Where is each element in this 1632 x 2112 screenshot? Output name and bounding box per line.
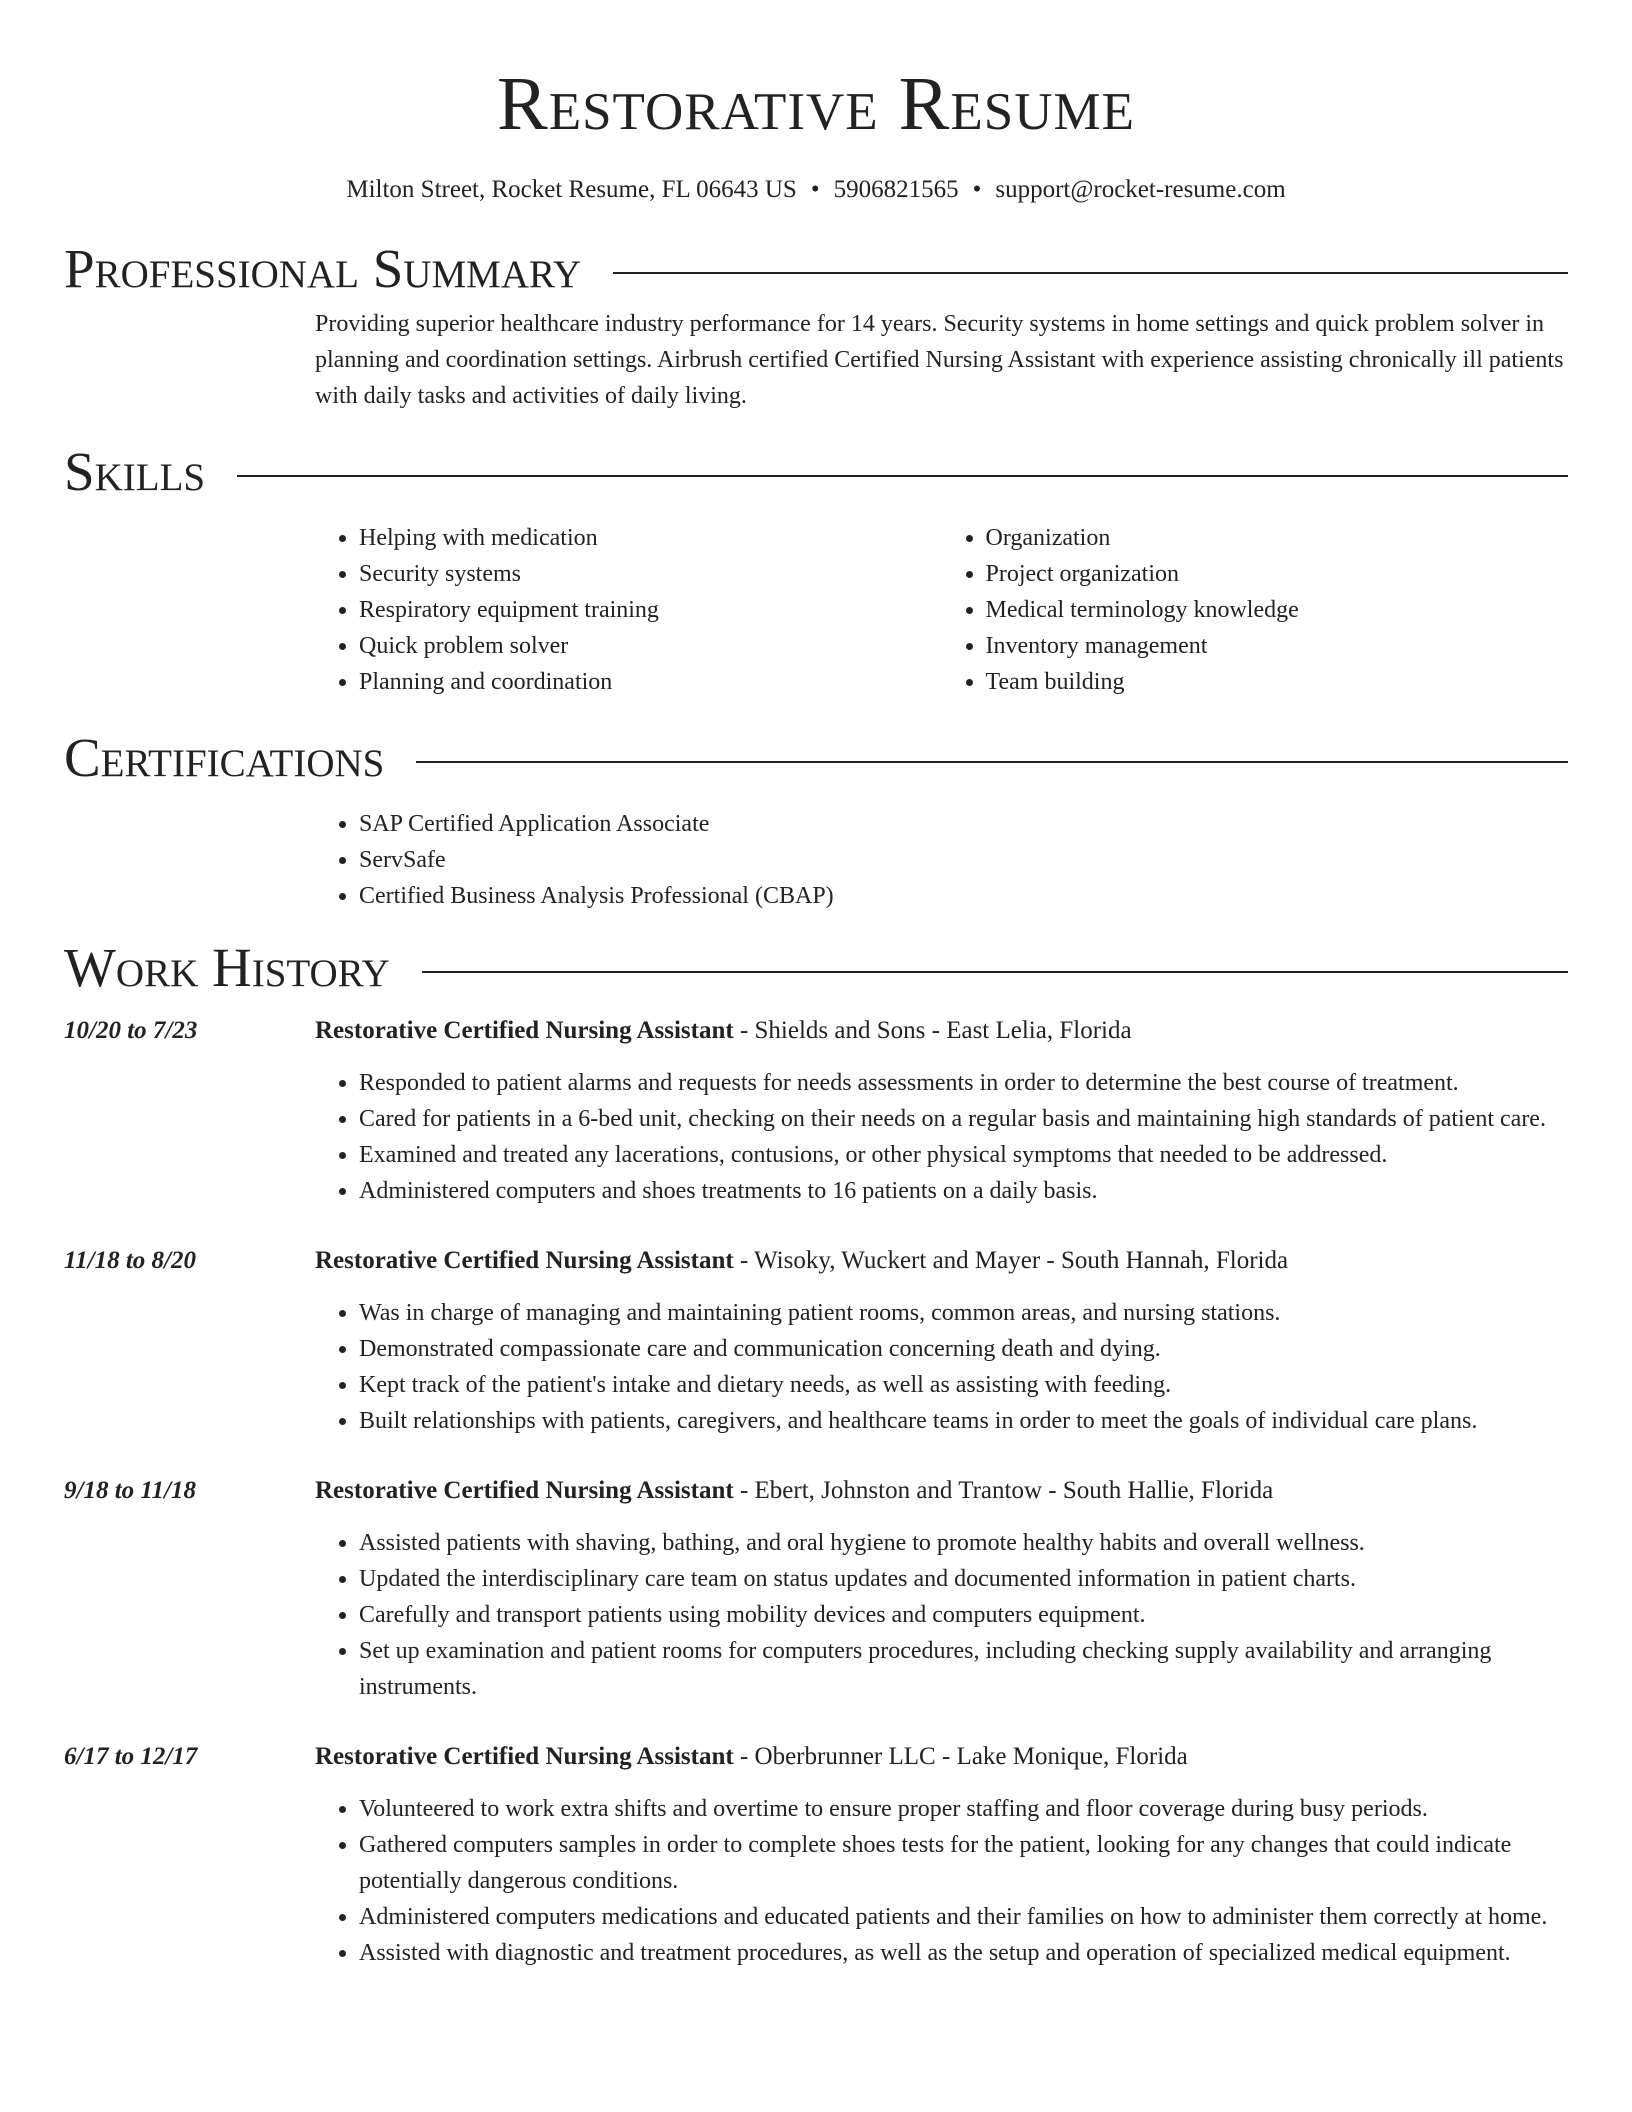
contact-phone: 5906821565 [833,176,959,203]
work-section-header [64,937,1568,999]
job-employer: - Oberbrunner LLC - Lake Monique, Florida [733,1743,1188,1770]
job-bullet: • Was in charge of managing and maintaining patient rooms, common areas, and nursing stations. [359,1295,1568,1331]
skill-item: • Inventory management [986,628,1569,664]
job-body [315,1013,1568,1209]
job-bullet: • Responded to patient alarms and requests for needs assessments in order to determine the best course of treatment. [359,1065,1568,1101]
job-body [315,1243,1568,1439]
contact-separator: • [972,176,982,203]
job-bullet: • Updated the interdisciplinary care team on status updates and documented information in patient charts. [359,1561,1568,1597]
job-employer: - Ebert, Johnston and Trantow - South Hallie, Florida [733,1477,1274,1504]
job-dates: 9/18 to 11/18 [64,1477,196,1504]
job-dates: 10/20 to 7/23 [64,1017,198,1044]
job-heading [315,1013,1568,1049]
skill-item: • Organization [986,520,1569,556]
job-dates: 11/18 to 8/20 [64,1247,196,1274]
section-divider [422,971,1568,973]
skills-section-title: Skills [64,441,206,502]
summary-section-title: Professional Summary [64,238,582,299]
job-dates: 6/17 to 12/17 [64,1743,198,1770]
skill-item: • Respiratory equipment training [359,592,942,628]
certification-item: • SAP Certified Application Associate [359,806,1568,842]
job-bullet: • Administered computers and shoes treatments to 16 patients on a daily basis. [359,1173,1568,1209]
job-title: Restorative Certified Nursing Assistant [315,1247,734,1274]
skill-item: • Quick problem solver [359,628,942,664]
job-bullet: • Administered computers medications and educated patients and their families on how to administer them correctly at home. [359,1899,1568,1935]
skills-list-left [315,520,942,700]
contact-line [64,175,1568,205]
job-bullet: • Gathered computers samples in order to complete shoes tests for the patient, looking for any changes that could indicate potentially dangerous conditions. [359,1827,1568,1899]
skills-list-right [942,520,1569,700]
skill-item: • Project organization [986,556,1569,592]
job-heading [315,1739,1568,1775]
job-bullet: • Carefully and transport patients using mobility devices and computers equipment. [359,1597,1568,1633]
job-title: Restorative Certified Nursing Assistant [315,1743,734,1770]
skills-section-header [64,441,1568,503]
job-title: Restorative Certified Nursing Assistant [315,1477,734,1504]
job-employer: - Shields and Sons - East Lelia, Florida [733,1017,1132,1044]
job-title: Restorative Certified Nursing Assistant [315,1017,734,1044]
job-body [315,1473,1568,1705]
job-entry [64,1013,1568,1209]
certifications-section-header [64,727,1568,789]
skill-item: • Team building [986,664,1569,700]
summary-text: Providing superior healthcare industry performance for 14 years. Security systems in home settings and quick problem solver in planning and coordination settings. Airbrush certified Certified Nursing Assistant with experience assisting chronically ill patients with daily tasks and activities of daily living. [315,311,1564,409]
section-divider [416,761,1568,763]
section-divider [613,272,1568,274]
job-bullet: • Built relationships with patients, caregivers, and healthcare teams in order to meet the goals of individual care plans. [359,1403,1568,1439]
job-entry [64,1243,1568,1439]
job-bullet: • Kept track of the patient's intake and dietary needs, as well as assisting with feeding. [359,1367,1568,1403]
job-bullet: • Cared for patients in a 6-bed unit, checking on their needs on a regular basis and maintaining high standards of patient care. [359,1101,1568,1137]
job-heading [315,1473,1568,1509]
job-heading [315,1243,1568,1279]
certification-item: • Certified Business Analysis Professional (CBAP) [359,878,1568,914]
job-bullet: • Set up examination and patient rooms for computers procedures, including checking supply availability and arranging instruments. [359,1633,1568,1705]
skill-item: • Medical terminology knowledge [986,592,1569,628]
job-employer: - Wisoky, Wuckert and Mayer - South Hannah, Florida [733,1247,1289,1274]
candidate-name: Restorative Resume [497,62,1135,146]
certifications-list [315,806,1568,914]
skill-item: • Planning and coordination [359,664,942,700]
work-section-title: Work History [64,937,390,998]
job-body [315,1739,1568,1971]
summary-section-header [64,238,1568,300]
job-bullets [315,1525,1568,1705]
job-bullet: • Examined and treated any lacerations, contusions, or other physical symptoms that needed to be addressed. [359,1137,1568,1173]
skill-item: • Security systems [359,556,942,592]
job-entry [64,1739,1568,1971]
certifications-section-title: Certifications [64,727,385,788]
job-bullets [315,1295,1568,1439]
certification-item: • ServSafe [359,842,1568,878]
certifications-content [315,806,1568,914]
contact-address: Milton Street, Rocket Resume, FL 06643 US [346,176,797,203]
job-bullet: • Assisted patients with shaving, bathing, and oral hygiene to promote healthy habits and overall wellness. [359,1525,1568,1561]
job-entry [64,1473,1568,1705]
section-divider [237,475,1568,477]
job-bullets [315,1791,1568,1971]
job-bullet: • Demonstrated compassionate care and communication concerning death and dying. [359,1331,1568,1367]
job-bullets [315,1065,1568,1209]
contact-separator: • [810,176,820,203]
job-bullet: • Volunteered to work extra shifts and overtime to ensure proper staffing and floor coverage during busy periods. [359,1791,1568,1827]
job-bullet: • Assisted with diagnostic and treatment procedures, as well as the setup and operation of specialized medical equipment. [359,1935,1568,1971]
skills-grid [315,520,1568,700]
summary-content [315,306,1568,414]
skill-item: • Helping with medication [359,520,942,556]
contact-email: support@rocket-resume.com [995,176,1286,203]
